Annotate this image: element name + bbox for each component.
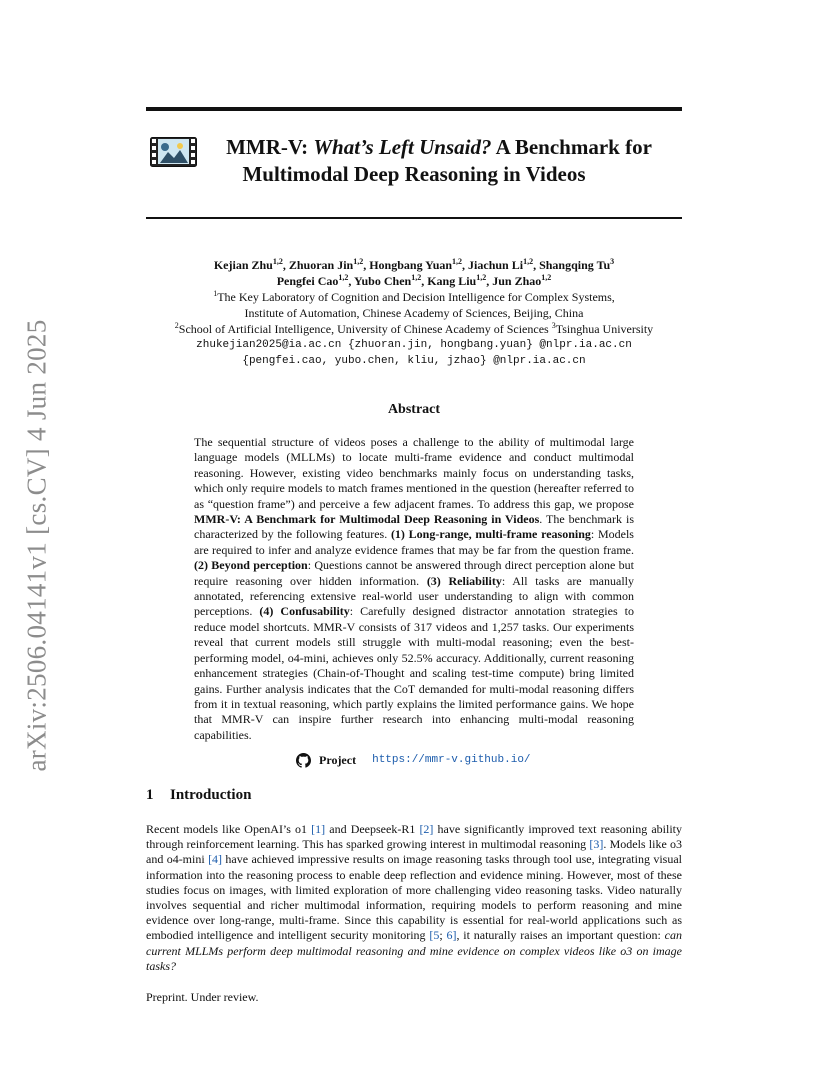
citation-link[interactable]: [1] [311, 822, 326, 836]
title-emphasis: What’s Left Unsaid? [313, 135, 492, 159]
title-rule-bottom [146, 217, 682, 219]
intro-text: have significantly improved text reasoning ability through reinforcement learning. This has sparked growing interest in multimodal reasoning [146, 822, 682, 852]
citation-link[interactable]: [2] [419, 822, 434, 836]
affiliation-text: School of Artificial Intelligence, University of Chinese Academy of Sciences [178, 322, 552, 336]
paper-title [146, 134, 682, 188]
citation-link[interactable]: [3] [589, 837, 604, 852]
author-name: Yubo Chen [353, 274, 412, 288]
affiliation-mark: 1 [213, 289, 218, 298]
author-line-1: Kejian Zhu$^{1,2}$, Zhuoran Jin$^{1,2}$, Hongbang Yuan$^{1,2}$, Jiachun Li$^{1,2}$, Shangqing Tu$^3$ [213, 257, 615, 272]
author-name: Shangqing Tu [539, 258, 611, 272]
abstract-bold: (2) Beyond perception [194, 558, 308, 573]
abstract-text: . The benchmark is characterized by the following features. [194, 512, 634, 542]
title-suffix: A Benchmark for [491, 135, 652, 159]
author-affiliation: 1,2 [476, 273, 487, 282]
affiliation-text: The Key Laboratory of Cognition and Decision Intelligence for Complex Systems, [217, 290, 615, 304]
section-number: 1 [146, 787, 154, 803]
section-title: Introduction [170, 787, 252, 803]
title-prefix: MMR-V: [226, 135, 314, 159]
citation-link[interactable]: 6] [446, 928, 457, 943]
affiliation-2-3 [120, 321, 708, 337]
intro-text: and Deepseek-R1 [325, 822, 420, 836]
author-line-2: Pengfei Cao$^{1,2}$, Yubo Chen$^{1,2}$, Kang Liu$^{1,2}$, Jun Zhao$^{1,2}$ [276, 273, 552, 288]
email-line-2: {pengfei.cao, yubo.chen, kliu, jzhao} @nlpr.ia.ac.cn [242, 355, 586, 367]
arxiv-stamp [17, 310, 57, 780]
citation-link[interactable]: [4] [208, 852, 223, 867]
abstract-text: : All tasks are manually annotated, referencing extensive real-world user understanding to align with common perceptions. [194, 573, 634, 619]
affiliation-text: Tsinghua University [555, 322, 654, 336]
author-name: Kejian Zhu [213, 258, 273, 272]
intro-italic-question: can current MLLMs perform deep multimodal reasoning and mine evidence on complex videos like o3 on image tasks? [146, 928, 682, 973]
author-affiliation: 1,2 [338, 273, 349, 282]
project-line [296, 752, 531, 768]
intro-text: ; [439, 928, 447, 943]
author-affiliation: 1,2 [411, 273, 422, 282]
author-name: Zhuoran Jin [288, 258, 354, 272]
intro-text: . Models like o3 and o4-mini [146, 837, 682, 867]
citation-link[interactable]: [5 [429, 928, 440, 943]
title-line-2: Multimodal Deep Reasoning in Videos [242, 162, 586, 186]
author-affiliation: 1,2 [272, 257, 283, 266]
email-line-1: zhukejian2025@ia.ac.cn {zhuoran.jin, hongbang.yuan} @nlpr.ia.ac.cn [196, 339, 632, 351]
project-link[interactable]: https://mmr-v.github.io/ [372, 754, 531, 766]
affiliation-mark: 3 [551, 321, 556, 330]
intro-text: , it naturally raises an important question: [456, 928, 665, 943]
affiliation-1 [120, 289, 708, 305]
affiliation-1-line-2: Institute of Automation, Chinese Academy of Sciences, Beijing, China [244, 306, 584, 320]
author-affiliation: 1,2 [541, 273, 552, 282]
abstract-text: : Questions cannot be answered through direct perception alone but require reasoning over hidden information. [194, 558, 634, 588]
abstract-text: The sequential structure of videos poses a challenge to the ability of multimodal large language models (MLLMs) to locate multi-frame evidence and conduct multimodal reasoning. However, existing video benchmarks mainly focus on understanding tasks, which only require models to match frames mentioned in the question (hereafter referred to as “question frame”) and perceive a few adjacent frames. To address this gap, we propose [194, 435, 634, 511]
author-name: Hongbang Yuan [369, 258, 453, 272]
title-rule-top [146, 107, 682, 111]
section-heading-introduction [146, 787, 251, 804]
arxiv-id: arXiv:2506.04141v1 [cs.CV] 4 Jun 2025 [21, 318, 52, 772]
intro-text: have achieved impressive results on image reasoning tasks through tool use, integrating visual information into the reasoning process to enable deep reflection and evidence mining. However, most of these studies focus on images, with limited exploration of more challenging video reasoning tasks. Video naturally involves sequential and richer multimodal information, requiring models to perform reasoning and mine evidence over long-range, multi-frame. Since this capability is essential for real-world applications such as embodied intelligence and intelligent security monitoring [146, 852, 683, 943]
abstract-text: : Models are required to infer and analyze evidence frames that may be far from the question frame. [194, 527, 634, 557]
author-name: Jun Zhao [492, 274, 542, 288]
abstract-bold: (1) Long-range, multi-frame reasoning [390, 527, 591, 542]
author-name: Kang Liu [427, 274, 477, 288]
author-affiliation: 1,2 [452, 257, 463, 266]
abstract-text: : Carefully designed distractor annotation strategies to reduce model shortcuts. MMR-V consists of 317 videos and 1,257 tasks. Our experiments reveal that current models still struggle with multi-modal reasoning; even the best-performing model, o4-mini, achieves only 52.5% accuracy. Additionally, current reasoning enhancement strategies (Chain-of-Thought and scaling test-time compute) bring limited gains. Further analysis indicates that the CoT demanded for multi-modal reasoning differs from it in textual reasoning, which partly explains the limited performance gains. We hope that MMR-V can inspire further research into enhancing multi-modal reasoning capabilities. [194, 604, 635, 742]
github-icon [296, 753, 311, 768]
abstract-body [194, 435, 634, 743]
footer-note: Preprint. Under review. [146, 990, 259, 1004]
author-affiliation: 1,2 [523, 257, 534, 266]
intro-text: Recent models like OpenAI’s o1 [146, 822, 312, 836]
introduction-paragraph [146, 822, 682, 974]
project-label: Project [319, 752, 357, 767]
author-name: Pengfei Cao [276, 274, 339, 288]
affiliation-mark: 2 [174, 321, 179, 330]
author-affiliation: 1,2 [353, 257, 364, 266]
abstract-heading: Abstract [387, 402, 441, 417]
abstract-bold: (4) Confusability [259, 604, 350, 619]
author-affiliation: 3 [610, 257, 615, 266]
author-name: Jiachun Li [468, 258, 524, 272]
abstract-bold: MMR-V: A Benchmark for Multimodal Deep Reasoning in Videos [194, 512, 540, 527]
author-block [120, 257, 708, 369]
abstract-bold: (3) Reliability [426, 573, 502, 588]
